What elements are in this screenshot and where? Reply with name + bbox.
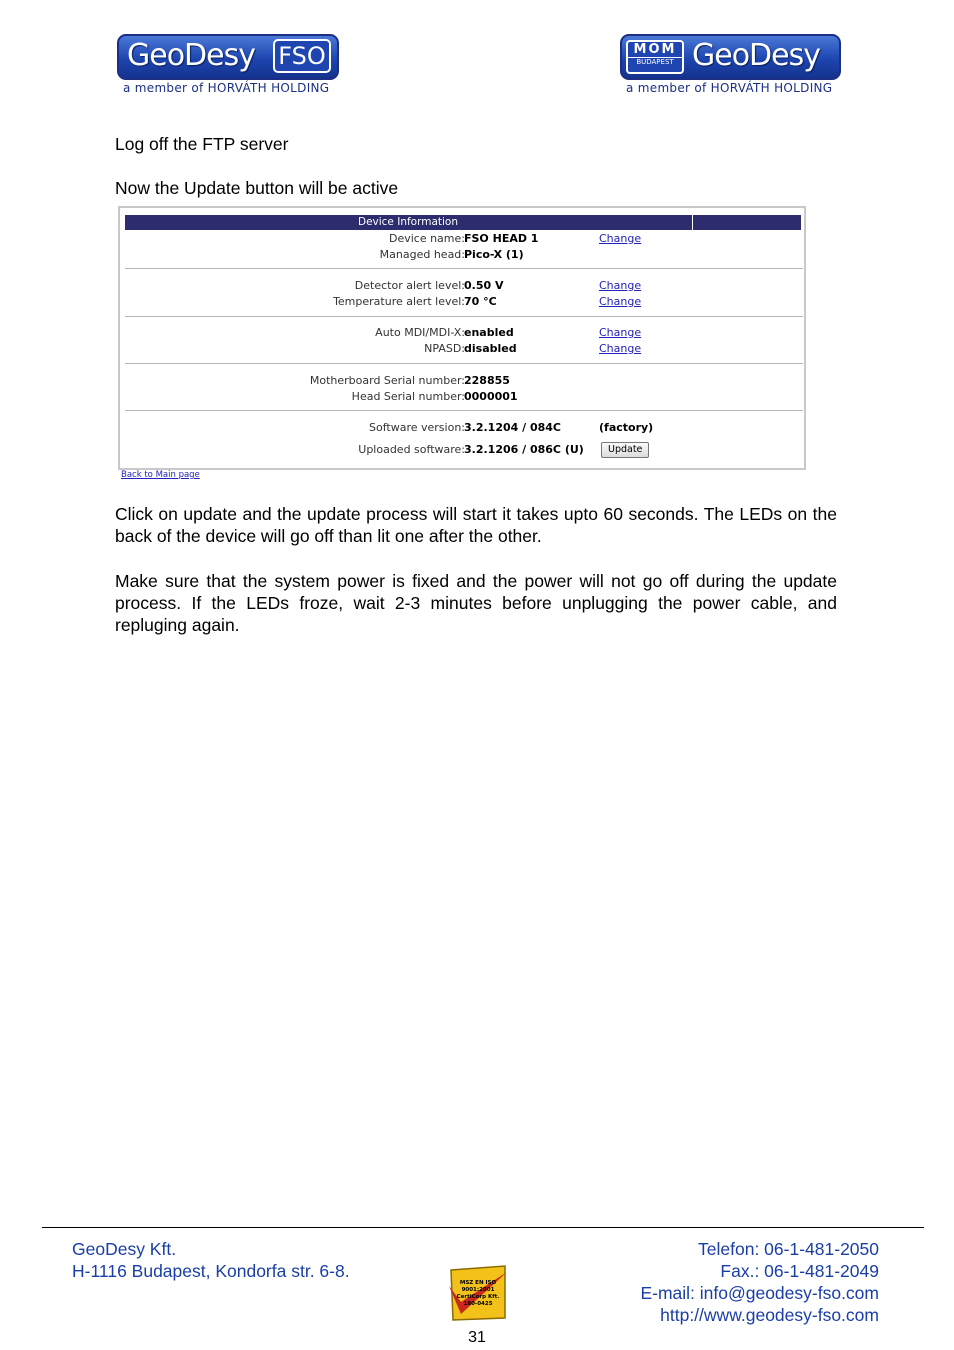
- detector-alert-label: Detector alert level:: [354, 279, 465, 292]
- head-serial-label: Head Serial number:: [351, 390, 465, 403]
- row-device-name: [125, 231, 801, 247]
- geodesy-fso-logo: [117, 34, 341, 98]
- detector-alert-value: 0.50 V: [464, 279, 504, 292]
- device-information-panel: [118, 206, 806, 470]
- row-auto-mdi: [125, 325, 801, 341]
- npasd-label: NPASD:: [424, 342, 465, 355]
- budapest-text: BUDAPEST: [628, 57, 682, 67]
- managed-head-value: Pico-X (1): [464, 248, 524, 261]
- software-factory-note: (factory): [599, 421, 654, 434]
- email-prefix: E-mail:: [640, 1283, 700, 1303]
- row-npasd: [125, 341, 801, 357]
- footer-email-line: [640, 1282, 879, 1304]
- device-name-label: Device name:: [388, 232, 465, 245]
- logo-fso-badge: FSO: [273, 39, 331, 73]
- paragraph-update-process: Click on update and the update process will start it takes upto 60 seconds. The LEDs on the back of the device will go off than lit one after the other.: [115, 504, 837, 546]
- footer-website[interactable]: http://www.geodesy-fso.com: [660, 1305, 879, 1325]
- temperature-alert-value: 70 °C: [464, 295, 497, 308]
- change-detector-link[interactable]: Change: [599, 279, 642, 292]
- logo-tagline: a member of HORVÁTH HOLDING: [123, 81, 330, 95]
- logo-tagline: a member of HORVÁTH HOLDING: [626, 81, 833, 95]
- page-number: 31: [468, 1329, 486, 1346]
- divider: [125, 410, 803, 411]
- row-mb-serial: [125, 373, 801, 389]
- header-divider: [692, 215, 693, 230]
- footer-address: H-1116 Budapest, Kondorfa str. 6-8.: [72, 1261, 350, 1281]
- auto-mdi-value: enabled: [464, 326, 514, 339]
- paragraph-update-active: Now the Update button will be active: [115, 178, 399, 198]
- device-name-value: FSO HEAD 1: [464, 232, 539, 245]
- logo-word: GeoDesy: [127, 38, 255, 73]
- mom-geodesy-logo: [620, 34, 842, 98]
- change-mdi-link[interactable]: Change: [599, 326, 642, 339]
- change-temperature-link[interactable]: Change: [599, 295, 642, 308]
- logo-word: GeoDesy: [692, 38, 820, 73]
- software-version-value: 3.2.1204 / 084C: [464, 421, 561, 434]
- software-version-label: Software version:: [369, 421, 465, 434]
- divider: [125, 363, 803, 364]
- panel-title: Device Information: [357, 216, 459, 228]
- divider: [125, 268, 803, 269]
- uploaded-software-value: 3.2.1206 / 086C (U): [464, 443, 584, 456]
- row-temperature-alert: [125, 294, 801, 310]
- mom-budapest-badge: [626, 40, 684, 74]
- mb-serial-label: Motherboard Serial number:: [309, 374, 465, 387]
- row-head-serial: [125, 389, 801, 405]
- mb-serial-value: 228855: [464, 374, 510, 387]
- divider: [125, 316, 803, 317]
- row-managed-head: [125, 247, 801, 263]
- row-detector-alert: [125, 278, 801, 294]
- paragraph-power-warning: Make sure that the system power is fixed and the power will not go off during the update process. If the LEDs froze, wait 2-3 minutes before unplugging the power cable, and repluging again.: [115, 571, 837, 635]
- temperature-alert-label: Temperature alert level:: [333, 295, 465, 308]
- change-device-name-link[interactable]: Change: [599, 232, 642, 245]
- footer-rule: [42, 1227, 924, 1228]
- uploaded-software-label: Uploaded software:: [358, 443, 465, 456]
- auto-mdi-label: Auto MDI/MDI-X:: [375, 326, 465, 339]
- head-serial-value: 0000001: [464, 390, 518, 403]
- footer-fax: Fax.: 06-1-481-2049: [720, 1261, 879, 1281]
- managed-head-label: Managed head:: [379, 248, 465, 261]
- email-link[interactable]: info@geodesy-fso.com: [699, 1283, 879, 1303]
- change-npasd-link[interactable]: Change: [599, 342, 642, 355]
- footer-company: GeoDesy Kft.: [72, 1239, 177, 1259]
- mom-text: MOM: [633, 42, 677, 57]
- update-button[interactable]: Update: [601, 442, 649, 458]
- iso-certificate-badge: [447, 1262, 509, 1322]
- paragraph-log-off: Log off the FTP server: [115, 134, 289, 154]
- back-to-main-link[interactable]: Back to Main page: [121, 470, 200, 480]
- footer-phone: Telefon: 06-1-481-2050: [698, 1239, 879, 1259]
- npasd-value: disabled: [464, 342, 517, 355]
- row-software-version: [125, 420, 801, 436]
- device-information-header: [125, 215, 801, 230]
- row-uploaded-software: [125, 442, 801, 458]
- certificate-text: MSZ EN ISO 9001:2001 CertiCorp Kft. 180-0425: [456, 1280, 500, 1307]
